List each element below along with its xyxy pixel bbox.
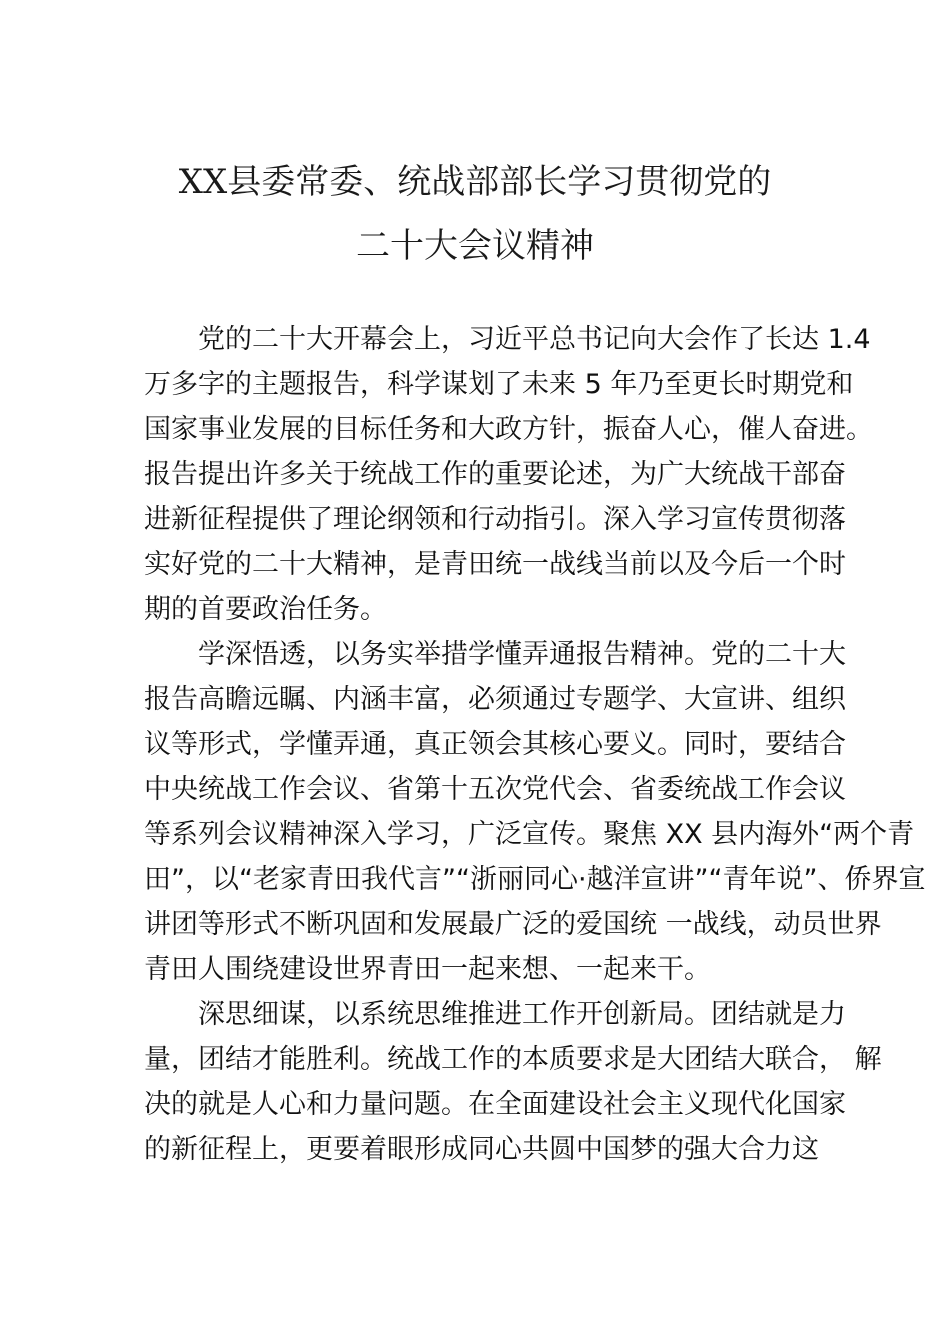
paragraph-line: 青田人围绕建设世界青田一起来想、一起来干。: [144, 954, 711, 985]
paragraph-line: 讲团等形式不断巩固和发展最广泛的爱国统 一战线，动员世界: [144, 909, 882, 940]
paragraph-line: 议等形式，学懂弄通，真正领会其核心要义。同时，要结合: [144, 729, 846, 760]
paragraph-line: 等系列会议精神深入学习，广泛宣传。聚焦 XX 县内海外“两个青: [144, 819, 915, 850]
document-title-line-1: XX县委常委、统战部部长学习贯彻党的: [178, 162, 772, 202]
paragraph-line: 中央统战工作会议、省第十五次党代会、省委统战工作会议: [144, 774, 846, 805]
paragraph-line: 万多字的主题报告，科学谋划了未来 5 年乃至更长时期党和: [144, 369, 854, 400]
paragraph-line: 田”，以“老家青田我代言”“浙丽同心·越洋宣讲”“青年说”、侨界宣: [144, 864, 926, 895]
paragraph-2: [144, 632, 926, 992]
paragraph-3: [144, 992, 882, 1172]
paragraph-line: 深思细谋，以系统思维推进工作开创新局。团结就是力: [198, 999, 846, 1030]
paragraph-line: 期的首要政治任务。: [144, 594, 387, 625]
paragraph-line: 国家事业发展的目标任务和大政方针，振奋人心，催人奋进。: [144, 414, 873, 445]
document-title-line-2: 二十大会议精神: [356, 226, 594, 266]
paragraph-line: 进新征程提供了理论纲领和行动指引。深入学习宣传贯彻落: [144, 504, 846, 535]
paragraph-line: 实好党的二十大精神，是青田统一战线当前以及今后一个时: [144, 549, 846, 580]
paragraph-line: 报告高瞻远瞩、内涵丰富，必须通过专题学、大宣讲、组织: [144, 684, 846, 715]
paragraph-line: 报告提出许多关于统战工作的重要论述，为广大统战干部奋: [144, 459, 846, 490]
paragraph-line: 量，团结才能胜利。统战工作的本质要求是大团结大联合， 解: [144, 1044, 882, 1075]
paragraph-line: 的新征程上，更要着眼形成同心共圆中国梦的强大合力这: [144, 1134, 819, 1165]
paragraph-line: 决的就是人心和力量问题。在全面建设社会主义现代化国家: [144, 1089, 846, 1120]
paragraph-line: 党的二十大开幕会上，习近平总书记向大会作了长达 1.4: [198, 324, 871, 355]
paragraph-line: 学深悟透，以务实举措学懂弄通报告精神。党的二十大: [198, 639, 846, 670]
paragraph-1: [144, 317, 873, 632]
